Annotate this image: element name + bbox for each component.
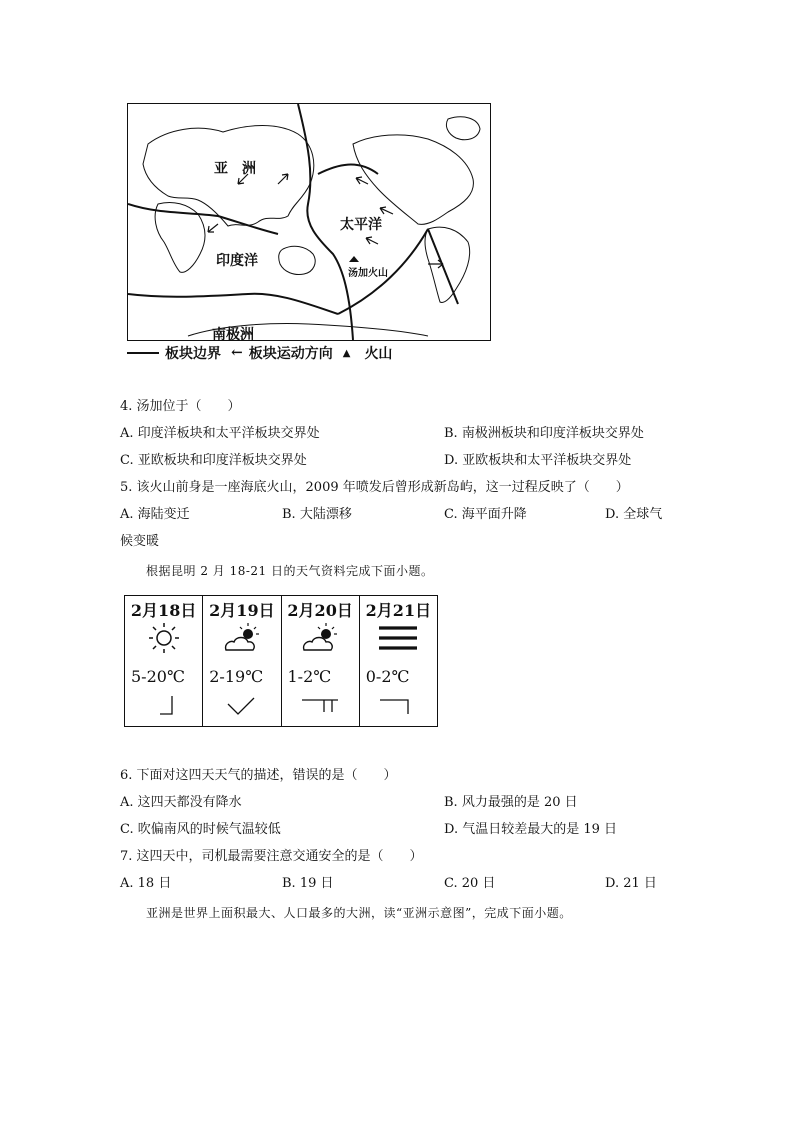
q6-option-c: C. 吹偏南风的时候气温较低: [120, 822, 281, 837]
q5-option-d: D. 全球气: [605, 507, 663, 522]
weather-date: 2月18日: [130, 601, 197, 620]
volcano-icon: ▲: [342, 347, 351, 359]
movement-arrow: [278, 174, 288, 184]
q4-option-b: B. 南极洲板块和印度洋板块交界处: [444, 426, 644, 441]
plate-boundary: [128, 204, 278, 234]
weather-day: [282, 596, 360, 726]
wind-symbol-icon: [142, 694, 186, 718]
q4-option-a: A. 印度洋板块和太平洋板块交界处: [120, 426, 320, 441]
plate-map: [127, 103, 491, 341]
q5-option-b: B. 大陆漂移: [282, 507, 352, 522]
weather-temp: 2-19℃: [209, 667, 264, 686]
label-indian: 印度洋: [216, 253, 258, 269]
q7-option-a: A. 18 日: [120, 876, 172, 891]
weather-table: [124, 595, 438, 727]
q7-option-b: B. 19 日: [282, 876, 334, 891]
weather-intro: 根据昆明 2 月 18-21 日的天气资料完成下面小题。: [146, 564, 434, 578]
boundary-line-icon: [127, 352, 159, 354]
asia-intro: 亚洲是世界上面积最大、人口最多的大洲，读“亚洲示意图”，完成下面小题。: [146, 906, 572, 920]
australia-outline: [279, 246, 315, 274]
q6-stem: 6. 下面对这四天天气的描述，错误的是（ ）: [120, 768, 397, 783]
legend-movement: 板块运动方向: [248, 346, 333, 362]
wind-symbol-icon: [376, 694, 420, 718]
q6-option-d: D. 气温日较差最大的是 19 日: [444, 822, 618, 837]
legend-volcano: 火山: [364, 346, 393, 362]
weather-day: [360, 596, 437, 726]
sun-icon: [142, 620, 186, 656]
weather-day: [125, 596, 203, 726]
plate-boundary: [128, 294, 338, 314]
movement-arrow: [366, 237, 378, 244]
map-drawing: [128, 104, 490, 340]
q7-stem: 7. 这四天中，司机最需要注意交通安全的是（ ）: [120, 849, 423, 864]
greenland-outline: [446, 117, 480, 140]
label-asia: 亚 洲: [214, 161, 256, 177]
label-tonga: 汤加火山: [348, 268, 388, 279]
label-pacific: 太平洋: [340, 217, 382, 233]
weather-date: 2月19日: [209, 601, 275, 620]
q5-option-d-cont: 候变暖: [120, 534, 160, 549]
weather-date: 2月21日: [365, 601, 432, 620]
q5-option-a: A. 海陆变迁: [120, 507, 190, 522]
q5-option-c: C. 海平面升降: [444, 507, 527, 522]
weather-day: [203, 596, 281, 726]
q4-stem: 4. 汤加位于（ ）: [120, 399, 241, 414]
label-antarctica: 南极洲: [212, 327, 254, 343]
map-legend: [127, 343, 392, 363]
legend-boundary: 板块边界: [165, 346, 221, 362]
fog-icon: [376, 620, 420, 656]
weather-temp: 0-2℃: [365, 667, 410, 686]
q6-option-a: A. 这四天都没有降水: [120, 795, 242, 810]
plate-boundary: [428, 229, 458, 304]
q6-option-b: B. 风力最强的是 20 日: [444, 795, 578, 810]
partly-cloudy-icon: [220, 620, 264, 656]
weather-temp: 1-2℃: [287, 667, 332, 686]
volcano-icon: [349, 256, 359, 262]
plate-boundary: [318, 165, 378, 174]
q7-option-c: C. 20 日: [444, 876, 496, 891]
weather-temp: 5-20℃: [131, 667, 185, 686]
movement-arrow: [356, 177, 368, 184]
movement-arrow: [208, 224, 218, 232]
movement-arrow: [380, 207, 393, 214]
north-america-outline: [353, 135, 473, 224]
partly-cloudy-icon: [298, 620, 342, 656]
wind-symbol-icon: [220, 694, 264, 718]
q7-option-d: D. 21 日: [605, 876, 657, 891]
q4-option-c: C. 亚欧板块和印度洋板块交界处: [120, 453, 307, 468]
q5-stem: 5. 该火山前身是一座海底火山，2009 年喷发后曾形成新岛屿，这一过程反映了（ ）: [120, 480, 629, 495]
q4-option-d: D. 亚欧板块和太平洋板块交界处: [444, 453, 632, 468]
weather-date: 2月20日: [287, 601, 353, 620]
arrow-left-icon: ←: [231, 345, 243, 361]
wind-symbol-icon: [298, 694, 342, 718]
